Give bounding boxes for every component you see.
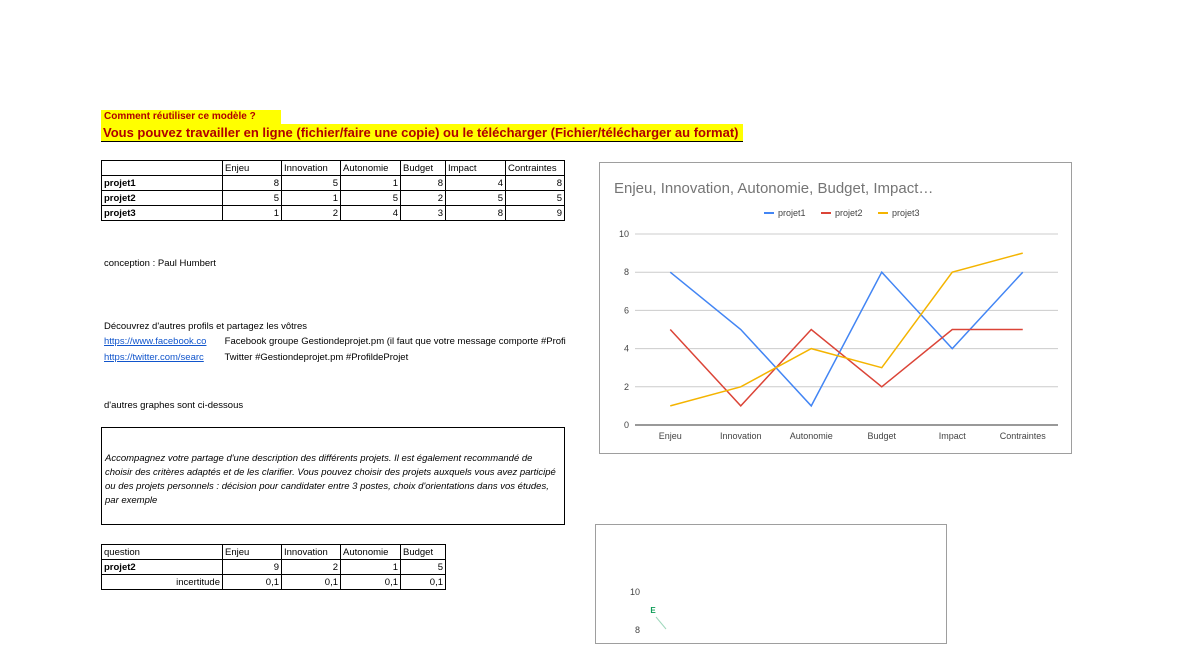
twitter-description: Twitter #Gestiondeprojet.pm #ProfildeProjet (224, 352, 409, 363)
cell[interactable]: 9 (223, 560, 282, 575)
row-label[interactable]: projet1 (102, 176, 223, 191)
twitter-link[interactable]: https://twitter.com/searc (104, 352, 204, 363)
y-tick-label: 2 (623, 381, 629, 392)
row-label[interactable]: projet3 (102, 206, 223, 221)
cell[interactable]: 2 (282, 206, 341, 221)
scores-table (101, 160, 565, 221)
cell[interactable]: 5 (446, 191, 506, 206)
row-label[interactable]: projet2 (102, 560, 223, 575)
y-tick-label: 8 (634, 625, 640, 635)
x-tick-label: Budget (867, 431, 897, 441)
table-corner-cell[interactable] (102, 161, 223, 176)
cell[interactable]: 2 (401, 191, 446, 206)
cell[interactable]: 2 (282, 560, 341, 575)
x-tick-label: Contraintes (999, 431, 1046, 441)
table-row (102, 575, 446, 590)
y-tick-label: 6 (623, 305, 629, 316)
legend-label: projet3 (892, 208, 920, 218)
reuse-instructions: Vous pouvez travailler en ligne (fichier/faire une copie) ou le télécharger (Fichier/télécharger au format) (101, 124, 743, 142)
table-row (102, 191, 565, 206)
column-header-contraintes[interactable]: Contraintes (506, 161, 565, 176)
cell[interactable]: 5 (506, 191, 565, 206)
column-header-autonomie[interactable]: Autonomie (341, 161, 401, 176)
credit-text: conception : Paul Humbert (104, 258, 216, 269)
column-header-innovation[interactable]: Innovation (282, 161, 341, 176)
description-note[interactable]: Accompagnez votre partage d'une description des différents projets. Il est également recommandé de choisir des critères adaptés et de les clarifier. Vous pouvez choisir des projets auxquels vous avez participé ou des projets personnels : décision pour candidater entre 3 postes, choix d'orientations dans vos études, par exemple (101, 427, 565, 525)
x-tick-label: Innovation (719, 431, 762, 441)
x-tick-label: Enjeu (658, 431, 682, 441)
line-chart-panel[interactable] (599, 162, 1072, 454)
row-label[interactable]: projet2 (102, 191, 223, 206)
cell[interactable]: 0,1 (341, 575, 401, 590)
cell[interactable]: 0,1 (223, 575, 282, 590)
cell[interactable]: 4 (446, 176, 506, 191)
reuse-question: Comment réutiliser ce modèle ? (101, 110, 281, 124)
chart-title: Enjeu, Innovation, Autonomie, Budget, Impact… (614, 180, 934, 197)
cell[interactable]: 4 (341, 206, 401, 221)
cell[interactable]: 1 (341, 560, 401, 575)
cell[interactable]: 0,1 (401, 575, 446, 590)
table-row (102, 206, 565, 221)
table-row (102, 176, 565, 191)
scatter-chart (596, 525, 946, 645)
facebook-line (104, 336, 598, 347)
uncertainty-table (101, 544, 446, 590)
table-header-row (102, 161, 565, 176)
cell[interactable]: 1 (282, 191, 341, 206)
cell[interactable]: 1 (223, 206, 282, 221)
more-graphs-text: d'autres graphes sont ci-dessous (104, 400, 244, 411)
twitter-line (104, 352, 408, 363)
column-header-enjeu[interactable]: Enjeu (223, 161, 282, 176)
column-header-innovation[interactable]: Innovation (282, 545, 341, 560)
column-header-question[interactable]: question (102, 545, 223, 560)
y-tick-label: 10 (618, 229, 629, 239)
column-header-budget[interactable]: Budget (401, 161, 446, 176)
cell[interactable]: 5 (341, 191, 401, 206)
column-header-autonomie[interactable]: Autonomie (341, 545, 401, 560)
column-header-enjeu[interactable]: Enjeu (223, 545, 282, 560)
legend-label: projet1 (778, 208, 806, 218)
cell[interactable]: 8 (223, 176, 282, 191)
cell[interactable]: 0,1 (282, 575, 341, 590)
cell[interactable]: 1 (341, 176, 401, 191)
scatter-chart-panel[interactable] (595, 524, 947, 644)
cell[interactable]: 5 (401, 560, 446, 575)
y-tick-label: 4 (623, 343, 629, 354)
x-tick-label: Impact (938, 431, 966, 441)
y-tick-label: 0 (623, 420, 629, 430)
facebook-link[interactable]: https://www.facebook.co (104, 336, 207, 347)
table-row (102, 560, 446, 575)
cell[interactable]: 8 (506, 176, 565, 191)
point-label: E (650, 606, 656, 615)
table-header-row (102, 545, 446, 560)
cell[interactable]: 8 (446, 206, 506, 221)
row-label[interactable]: incertitude (102, 575, 223, 590)
share-intro: Découvrez d'autres profils et partagez les vôtres (104, 321, 307, 332)
y-tick-label: 10 (629, 587, 640, 597)
legend-label: projet2 (835, 208, 863, 218)
cell[interactable]: 5 (282, 176, 341, 191)
x-tick-label: Autonomie (789, 431, 833, 441)
facebook-description: Facebook groupe Gestiondeprojet.pm (il faut que votre message comporte #Profi (224, 336, 566, 347)
cell[interactable]: 8 (401, 176, 446, 191)
series-line-projet2 (670, 330, 1023, 406)
line-chart (600, 163, 1071, 453)
column-header-budget[interactable]: Budget (401, 545, 446, 560)
cell[interactable]: 5 (223, 191, 282, 206)
cell[interactable]: 3 (401, 206, 446, 221)
y-tick-label: 8 (623, 267, 629, 278)
series-line (656, 617, 666, 629)
cell[interactable]: 9 (506, 206, 565, 221)
column-header-impact[interactable]: Impact (446, 161, 506, 176)
